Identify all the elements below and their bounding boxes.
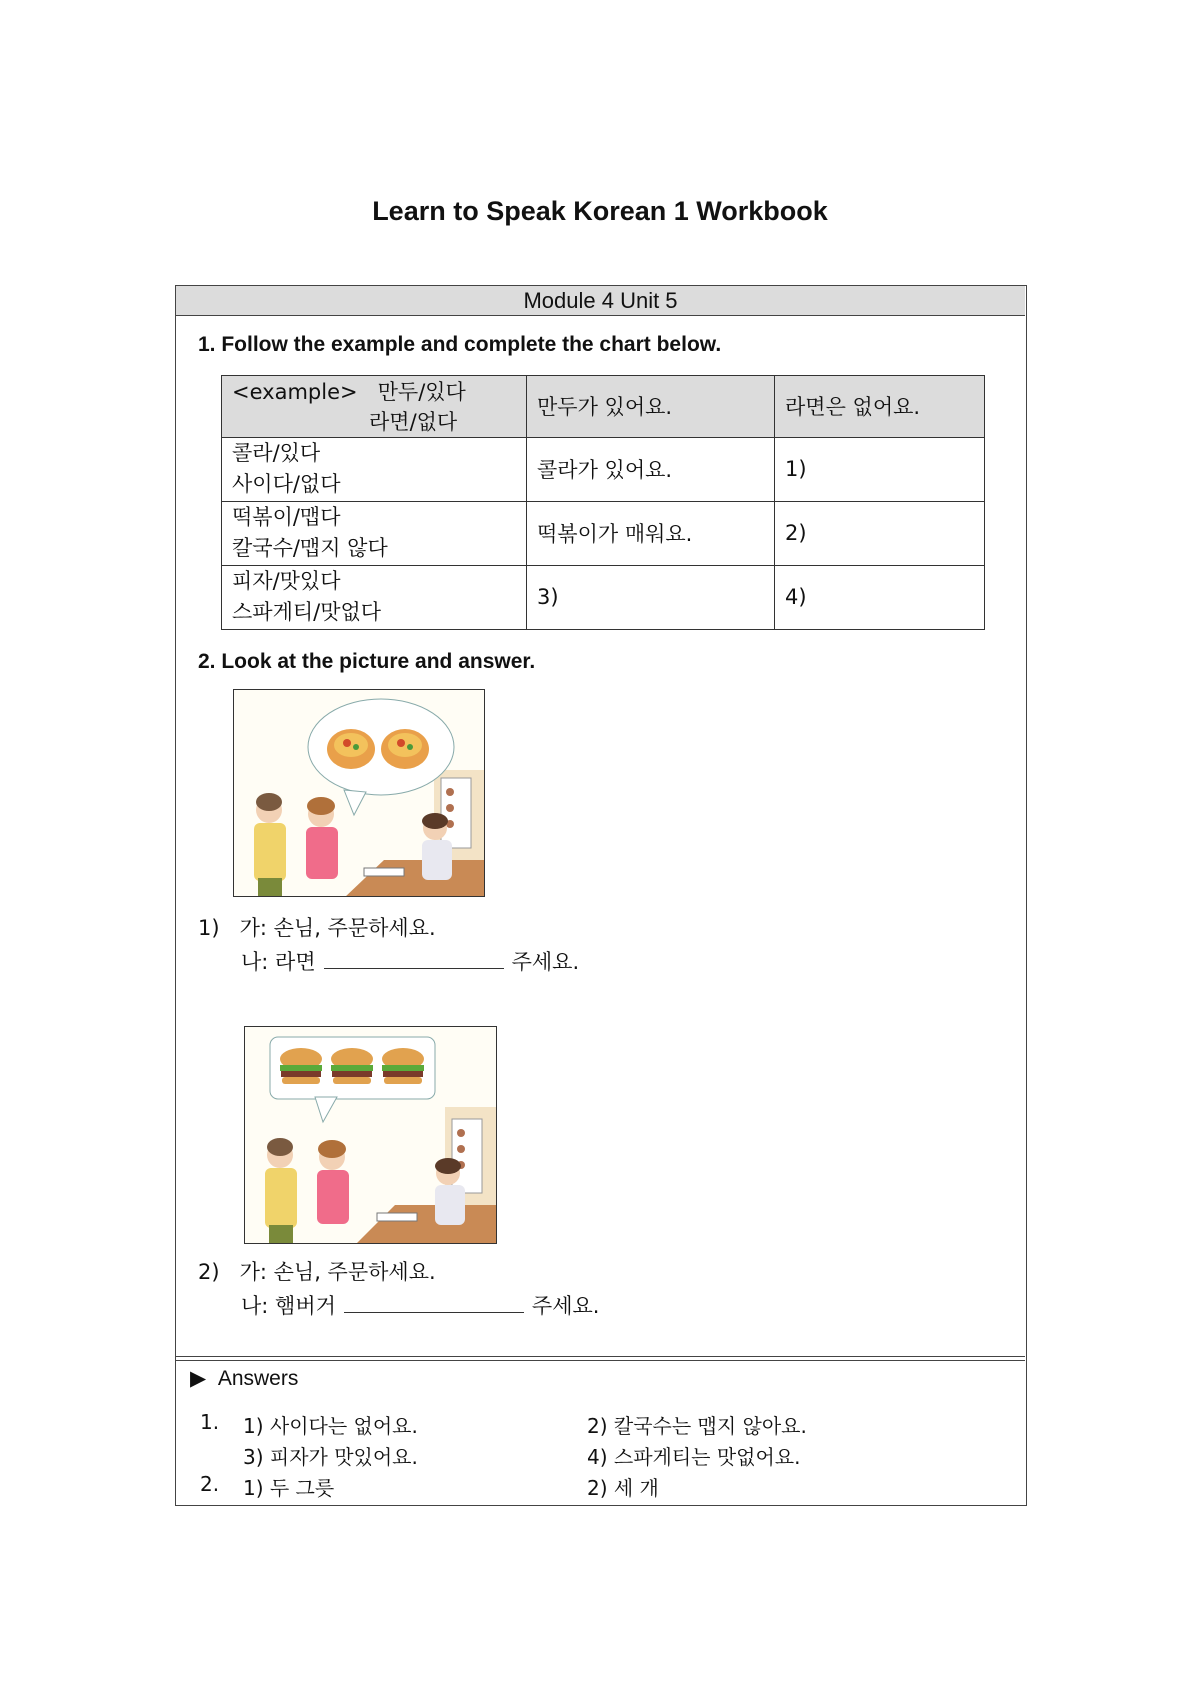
answer-number: 1.	[200, 1410, 220, 1434]
question-prompt: 가: 손님, 주문하세요.	[239, 916, 436, 940]
worksheet-frame	[175, 285, 1027, 1506]
answer-number: 2.	[200, 1472, 220, 1496]
answer-blank-cell: 3)	[527, 565, 775, 629]
section2-heading: 2. Look at the picture and answer.	[198, 650, 536, 673]
example-cue-line1: 만두/있다	[377, 380, 466, 405]
example-cue-cell	[222, 376, 527, 438]
cue-cell	[222, 565, 527, 629]
chart-row	[222, 437, 985, 501]
chart-row	[222, 501, 985, 565]
answer-blank-cell: 4)	[775, 565, 985, 629]
cue-line1: 피자/맛있다	[232, 569, 341, 594]
restaurant-ramen-illustration	[233, 689, 485, 897]
answer-suffix: 주세요.	[531, 1294, 600, 1318]
answers-divider	[176, 1356, 1025, 1357]
example-answer-negative: 라면은 없어요.	[775, 376, 985, 438]
page-title: Learn to Speak Korean 1 Workbook	[372, 196, 828, 226]
cue-line2: 칼국수/맵지 않다	[232, 536, 388, 561]
question-2-line1	[198, 1256, 436, 1286]
cue-line2: 사이다/없다	[232, 472, 341, 497]
triangle-marker-icon: ▶	[190, 1367, 207, 1390]
chart-example-row	[222, 376, 985, 438]
question-1-line2	[241, 946, 579, 976]
answer-blank-line	[344, 1292, 524, 1313]
answer-cell: 떡볶이가 매워요.	[527, 501, 775, 565]
answer-item: 3) 피자가 맛있어요.	[243, 1445, 418, 1469]
answers-divider	[176, 1360, 1025, 1361]
answer-suffix: 주세요.	[511, 950, 580, 974]
answer-cell: 콜라가 있어요.	[527, 437, 775, 501]
question-number: 1)	[198, 916, 220, 940]
cue-line1: 떡볶이/맵다	[232, 505, 341, 530]
question-2-line2	[241, 1290, 599, 1320]
example-cue-line2: 라면/없다	[369, 410, 458, 435]
example-answer-positive: 만두가 있어요.	[527, 376, 775, 438]
question-prompt: 가: 손님, 주문하세요.	[239, 1260, 436, 1284]
chart-row	[222, 565, 985, 629]
answers-heading	[190, 1366, 298, 1391]
answers-title: Answers	[217, 1367, 299, 1390]
answer-blank-cell: 1)	[775, 437, 985, 501]
answer-item: 2) 세 개	[587, 1476, 659, 1500]
section1-heading: 1. Follow the example and complete the chart below.	[198, 333, 722, 356]
question-number: 2)	[198, 1260, 220, 1284]
cue-line2: 스파게티/맛없다	[232, 600, 382, 625]
cue-line1: 콜라/있다	[232, 441, 321, 466]
answer-item: 4) 스파게티는 맛없어요.	[587, 1445, 801, 1469]
answer-blank-line	[324, 948, 504, 969]
answer-blank-cell: 2)	[775, 501, 985, 565]
answer-item: 1) 사이다는 없어요.	[243, 1414, 418, 1438]
question-1-line1	[198, 912, 436, 942]
answer-prefix: 나: 라면	[241, 950, 316, 974]
cue-cell	[222, 501, 527, 565]
answer-item: 1) 두 그릇	[243, 1476, 335, 1500]
example-label: <example>	[232, 380, 358, 405]
practice-chart	[221, 375, 985, 630]
answer-item: 2) 칼국수는 맵지 않아요.	[587, 1414, 807, 1438]
answer-prefix: 나: 햄버거	[241, 1294, 336, 1318]
module-header: Module 4 Unit 5	[176, 286, 1025, 316]
restaurant-hamburger-illustration	[244, 1026, 497, 1244]
cue-cell	[222, 437, 527, 501]
